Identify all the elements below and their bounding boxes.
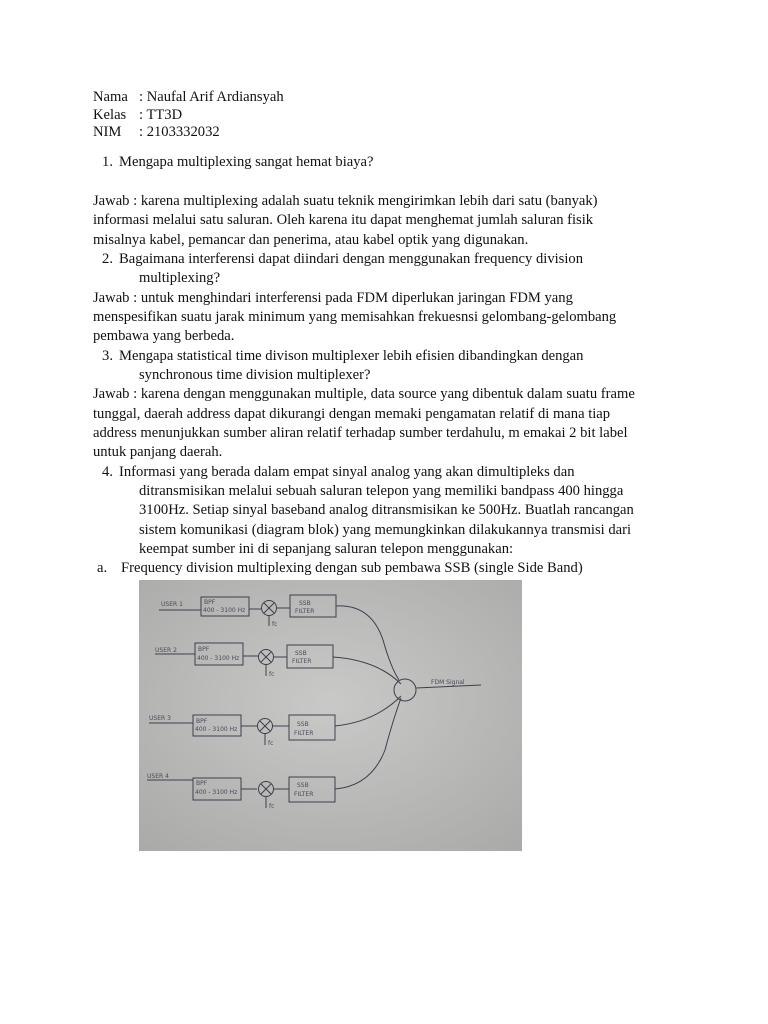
filter-3-label: FILTER (294, 730, 314, 737)
user-2-label: USER 2 (155, 647, 177, 654)
user-4-label: USER 4 (147, 773, 169, 780)
filter-2-label: FILTER (292, 658, 312, 665)
bpf-1-title: BPF (204, 599, 216, 606)
question-number: 1. (102, 154, 113, 170)
name-label: Nama (93, 89, 128, 105)
question-4-line-4: sistem komunikasi (diagram blok) yang memungkinkan dilakukannya transmisi dari (139, 522, 632, 538)
filter-4-title: SSB (297, 782, 309, 789)
user-1-label: USER 1 (161, 601, 183, 608)
filter-1-label: FILTER (295, 608, 315, 615)
block-diagram-photo (139, 580, 522, 851)
question-text: Mengapa multiplexing sangat hemat biaya? (119, 154, 374, 170)
answer-3-line-3: address menunjukkan sumber aliran relatif terhadap sumber terdahulu, m emakai 2 bit label (93, 425, 628, 441)
answer-2-line-3: pembawa yang berbeda. (93, 328, 235, 344)
question-4-line-5: keempat sumber ini di sepanjang saluran telepon menggunakan: (139, 541, 514, 557)
answer-2-line-2: menspesifikan suatu jarak minimum yang memisahkan frekuesnsi gelombang-gelombang (93, 309, 617, 325)
carrier-1-label: fc (272, 621, 278, 628)
question-text: Bagaimana interferensi dapat diindari dengan menggunakan frequency division (119, 251, 583, 267)
question-text: Mengapa statistical time divison multiplexer lebih efisien dibandingkan dengan (119, 348, 584, 364)
answer-1-line-1: Jawab : karena multiplexing adalah suatu teknik mengirimkan lebih dari satu (banyak) (93, 193, 598, 209)
question-3-line-2: synchronous time division multiplexer? (139, 367, 371, 383)
answer-3-line-2: tunggal, daerah address dapat dikurangi dengan memaki pengamatan relatif di mana tiap (93, 406, 611, 422)
answer-3-line-4: untuk panjang daerah. (93, 444, 223, 460)
class-value: : TT3D (139, 107, 183, 123)
user-3-label: USER 3 (149, 715, 171, 722)
carrier-4-label: fc (269, 803, 275, 810)
carrier-3-label: fc (268, 740, 274, 747)
question-number: 3. (102, 348, 113, 364)
question-3 (93, 347, 583, 367)
question-4-line-2: ditransmisikan melalui sebuah saluran telepon yang memiliki bandpass 400 hingga (139, 483, 624, 499)
answer-1-line-3: misalnya kabel, pemancar dan penerima, atau kabel optik yang digunakan. (93, 232, 529, 248)
filter-1-title: SSB (299, 600, 311, 607)
sub-item-a (97, 559, 583, 579)
bpf-4-title: BPF (196, 780, 208, 787)
answer-2-line-1: Jawab : untuk menghindari interferensi pada FDM diperlukan jaringan FDM yang (93, 290, 573, 306)
nim-value: : 2103332032 (139, 124, 220, 140)
answer-3-line-1: Jawab : karena dengan menggunakan multiple, data source yang dibentuk dalam suatu frame (93, 386, 635, 402)
class-label: Kelas (93, 107, 127, 123)
question-4-line-3: 3100Hz. Setiap sinyal baseband analog ditransmisikan ke 500Hz. Buatlah rancangan (139, 502, 634, 518)
bpf-3-title: BPF (196, 718, 208, 725)
sub-item-text: Frequency division multiplexing dengan sub pembawa SSB (single Side Band) (121, 560, 583, 576)
nim-label: NIM (93, 124, 122, 140)
fdm-signal-label: FDM Signal (431, 679, 465, 686)
bpf-3-range: 400 - 3100 Hz (195, 726, 238, 733)
question-2-line-2: multiplexing? (139, 270, 221, 286)
name-value: : Naufal Arif Ardiansyah (139, 89, 284, 105)
bpf-2-title: BPF (198, 646, 210, 653)
question-2 (93, 250, 583, 270)
carrier-2-label: fc (269, 671, 275, 678)
bpf-2-range: 400 - 3100 Hz (197, 655, 240, 662)
sub-item-letter: a. (97, 560, 108, 576)
question-1 (93, 153, 374, 173)
question-4 (93, 463, 575, 483)
question-number: 2. (102, 251, 113, 267)
nim-line (93, 123, 220, 143)
filter-4-label: FILTER (294, 791, 314, 798)
name-line (93, 88, 284, 108)
bpf-4-range: 400 - 3100 Hz (195, 789, 238, 796)
question-number: 4. (102, 464, 113, 480)
filter-3-title: SSB (297, 721, 309, 728)
fdm-block-diagram (139, 580, 522, 851)
answer-1-line-2: informasi melalui satu saluran. Oleh karena itu dapat menghemat jumlah saluran fisik (93, 212, 594, 228)
question-text: Informasi yang berada dalam empat sinyal analog yang akan dimultipleks dan (119, 464, 575, 480)
bpf-1-range: 400 - 3100 Hz (203, 607, 246, 614)
filter-2-title: SSB (295, 650, 307, 657)
